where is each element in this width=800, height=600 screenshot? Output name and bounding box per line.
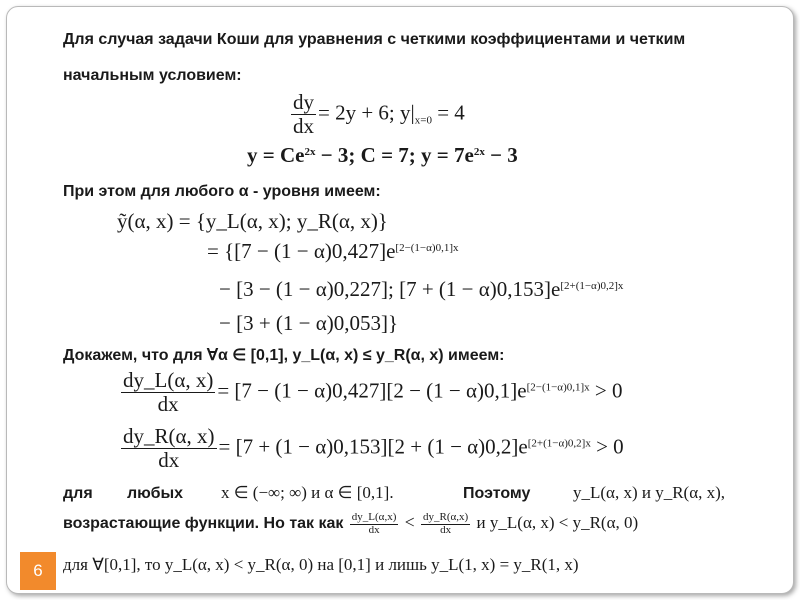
derivative-left — [119, 369, 623, 416]
solution-part-c: − 3 — [484, 143, 518, 167]
fraction-dy-dx — [291, 91, 316, 138]
equation-cauchy — [289, 91, 465, 138]
fuzzy-set-line-3: − [3 + (1 − α)0,053]} — [219, 311, 399, 335]
derivative-left-tail: > 0 — [589, 378, 623, 403]
conclusion-line-1-c: x ∈ (−∞; ∞) и α ∈ [0,1]. — [221, 483, 394, 502]
alpha-level-line: При этом для любого α - уровня имеем: — [63, 183, 381, 200]
fraction-dyl-dx — [121, 369, 215, 416]
solution-part-b: − 3; C = 7; y = 7e — [315, 143, 474, 167]
small-fraction-left — [350, 512, 399, 536]
set-line-2-main: − [3 − (1 − α)0,227]; [7 + (1 − α)0,153]e — [219, 277, 561, 301]
fraction-denominator: dx — [158, 448, 180, 473]
conclusion-line-1-d: Поэтому — [463, 485, 531, 502]
fraction-dyr-dx — [121, 425, 217, 472]
conclusion-line-3: для ∀[0,1], то y_L(α, x) < y_R(α, 0) на [0,1] и лишь y_L(1, x) = y_R(1, x) — [63, 555, 579, 574]
equation-tail: = 4 — [431, 100, 465, 125]
fraction-denominator: dx — [368, 523, 380, 536]
conclusion-line-1-e: y_L(α, x) и y_R(α, x), — [573, 483, 726, 502]
fraction-denominator: dx — [440, 523, 452, 536]
less-than-sign: < — [404, 512, 415, 533]
fraction-denominator: dx — [157, 392, 179, 417]
small-fraction-right — [421, 512, 470, 536]
intro-line-1: Для случая задачи Коши для уравнения с четкими коэффициентами и четким — [63, 31, 686, 48]
derivative-right-rhs: = [7 + (1 − α)0,153][2 + (1 − α)0,2]e — [218, 434, 528, 459]
derivative-left-exponent: [2−(1−α)0,1]x — [526, 381, 590, 394]
solution-part-a: y = Ce — [247, 143, 305, 167]
derivative-right-exponent: [2+(1−α)0,2]x — [527, 437, 591, 450]
intro-line-2: начальным условием: — [63, 67, 242, 84]
conclusion-line-2-math: и y_L(α, x) < y_R(α, 0) — [476, 513, 639, 533]
solution-exponent-2: 2x — [473, 146, 485, 158]
conclusion-line-2 — [63, 512, 638, 536]
derivative-left-rhs: = [7 − (1 − α)0,427][2 − (1 − α)0,1]e — [217, 378, 527, 403]
slide-number-badge: 6 — [20, 552, 56, 590]
fuzzy-set-line-2 — [219, 277, 623, 302]
fraction-numerator: dy — [293, 90, 314, 114]
set-line-1-exponent: [2−(1−α)0,1]x — [395, 242, 459, 254]
equation-subscript: x=0 — [414, 114, 432, 127]
fraction-numerator: dy_L(α,x) — [351, 511, 397, 523]
fraction-numerator: dy_L(α, x) — [123, 368, 214, 392]
slide — [6, 6, 794, 594]
equation-rhs: = 2y + 6; y| — [318, 100, 415, 125]
fraction-denominator: dx — [293, 114, 314, 139]
equation-solution — [247, 143, 518, 168]
conclusion-line-2-text: возрастающие функции. Но так как — [63, 515, 344, 533]
fuzzy-set-line-1 — [207, 239, 458, 264]
derivative-right — [119, 425, 624, 472]
conclusion-line-1-a: для — [63, 485, 93, 502]
solution-exponent-1: 2x — [304, 146, 316, 158]
set-line-1-main: = {[7 − (1 − α)0,427]e — [207, 239, 396, 263]
prove-line: Докажем, что для ∀α ∈ [0,1], y_L(α, x) ≤ y_R(α, x) имеем: — [63, 347, 505, 364]
fraction-numerator: dy_R(α, x) — [123, 424, 215, 448]
fuzzy-set-definition: ỹ(α, x) = {y_L(α, x); y_R(α, x)} — [117, 209, 388, 233]
set-line-2-exponent: [2+(1−α)0,2]x — [560, 280, 624, 292]
conclusion-line-1-b: любых — [127, 485, 184, 502]
derivative-right-tail: > 0 — [590, 434, 624, 459]
fraction-numerator: dy_R(α,x) — [422, 511, 469, 523]
